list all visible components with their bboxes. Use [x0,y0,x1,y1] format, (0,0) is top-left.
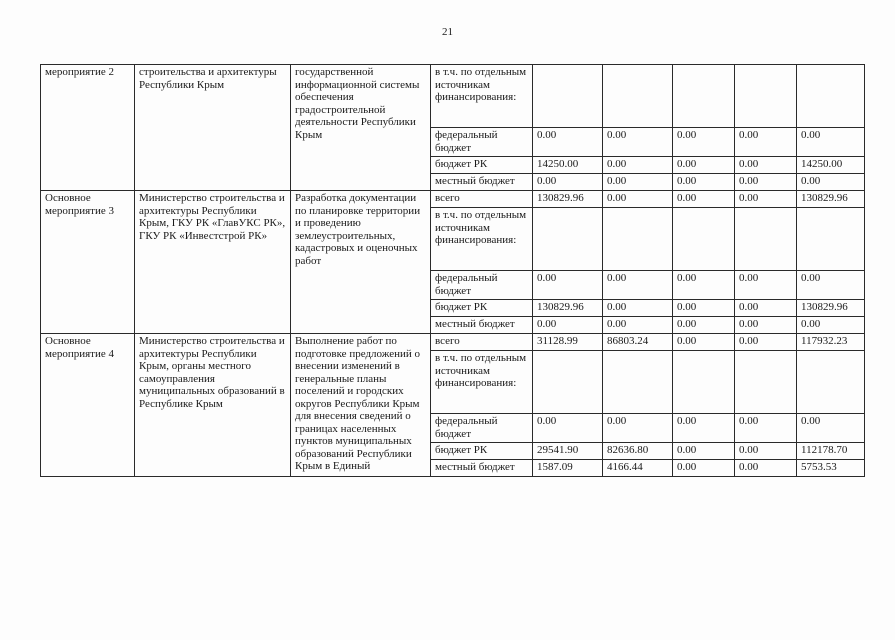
cell-value: 0.00 [673,174,735,191]
cell-value: 0.00 [673,460,735,477]
cell-value: 82636.80 [603,443,673,460]
cell-value: 0.00 [673,128,735,157]
cell-value: 130829.96 [797,300,865,317]
cell-value: 86803.24 [603,334,673,351]
budget-table [40,64,865,477]
source-label: федеральный бюджет [431,271,533,300]
cell-value: 0.00 [735,334,797,351]
cell-value: 0.00 [735,460,797,477]
cell-value: 0.00 [533,128,603,157]
cell-value: 112178.70 [797,443,865,460]
cell-value: 117932.23 [797,334,865,351]
source-label: местный бюджет [431,317,533,334]
cell-value: 0.00 [673,334,735,351]
cell-value: 130829.96 [533,300,603,317]
activity-description: Выполнение работ по подготовке предложений о внесении изменений в генеральные планы поселений и городских округов Республики Крым для внесения сведений о границах населенных пунктов муниципальных образований Республики Крым в Единый [291,334,431,477]
cell-value: 0.00 [797,128,865,157]
table-row [41,65,865,128]
cell-value: 0.00 [735,271,797,300]
cell-value: 14250.00 [533,157,603,174]
cell-value: 5753.53 [797,460,865,477]
source-label: местный бюджет [431,174,533,191]
cell-value: 14250.00 [797,157,865,174]
cell-value: 0.00 [673,191,735,208]
cell-value: 0.00 [533,271,603,300]
source-label: бюджет РК [431,157,533,174]
cell-value: 0.00 [603,300,673,317]
activity-executor: строительства и архитектуры Республики Крым [135,65,291,191]
cell-value: 0.00 [673,157,735,174]
cell-value: 0.00 [603,414,673,443]
table-row [41,334,865,351]
source-label: в т.ч. по отдельным источникам финансирования: [431,65,533,128]
activity-name: Основное мероприятие 3 [41,191,135,334]
cell-value: 0.00 [533,317,603,334]
cell-value: 0.00 [735,300,797,317]
cell-value: 0.00 [735,414,797,443]
source-label: бюджет РК [431,443,533,460]
cell-value: 4166.44 [603,460,673,477]
cell-value: 1587.09 [533,460,603,477]
table-row [41,191,865,208]
source-label: бюджет РК [431,300,533,317]
activity-description: государственной информационной системы обеспечения градостроительной деятельности Республики Крым [291,65,431,191]
cell-value: 0.00 [533,174,603,191]
cell-value: 0.00 [797,414,865,443]
source-label: всего [431,191,533,208]
source-label: федеральный бюджет [431,128,533,157]
cell-value: 0.00 [735,174,797,191]
activity-name: мероприятие 2 [41,65,135,191]
cell-value: 0.00 [735,191,797,208]
cell-value: 29541.90 [533,443,603,460]
source-label: федеральный бюджет [431,414,533,443]
cell-value: 0.00 [673,271,735,300]
cell-value: 0.00 [797,317,865,334]
activity-description: Разработка документации по планировке территории и проведению землеустроительных, кадастровых и оценочных работ [291,191,431,334]
cell-value: 31128.99 [533,334,603,351]
cell-value: 0.00 [673,317,735,334]
cell-value: 0.00 [603,128,673,157]
cell-value: 0.00 [797,174,865,191]
cell-value: 0.00 [735,443,797,460]
source-label: в т.ч. по отдельным источникам финансирования: [431,351,533,414]
cell-value: 0.00 [603,317,673,334]
source-label: в т.ч. по отдельным источникам финансирования: [431,208,533,271]
cell-value: 0.00 [735,128,797,157]
cell-value: 0.00 [673,414,735,443]
cell-value: 0.00 [673,443,735,460]
cell-value: 0.00 [533,414,603,443]
cell-value: 0.00 [735,317,797,334]
cell-value: 0.00 [603,174,673,191]
cell-value: 0.00 [673,300,735,317]
activity-executor: Министерство строительства и архитектуры Республики Крым, ГКУ РК «ГлавУКС РК», ГКУ РК «Инвестстрой РК» [135,191,291,334]
cell-value: 0.00 [735,157,797,174]
page-number: 21 [442,26,453,38]
source-label: всего [431,334,533,351]
cell-value: 0.00 [797,271,865,300]
cell-value: 0.00 [603,191,673,208]
source-label: местный бюджет [431,460,533,477]
activity-name: Основное мероприятие 4 [41,334,135,477]
cell-value: 130829.96 [797,191,865,208]
cell-value: 0.00 [603,271,673,300]
cell-value: 0.00 [603,157,673,174]
cell-value: 130829.96 [533,191,603,208]
activity-executor: Министерство строительства и архитектуры Республики Крым, органы местного самоуправления муниципальных образований в Республике Крым [135,334,291,477]
